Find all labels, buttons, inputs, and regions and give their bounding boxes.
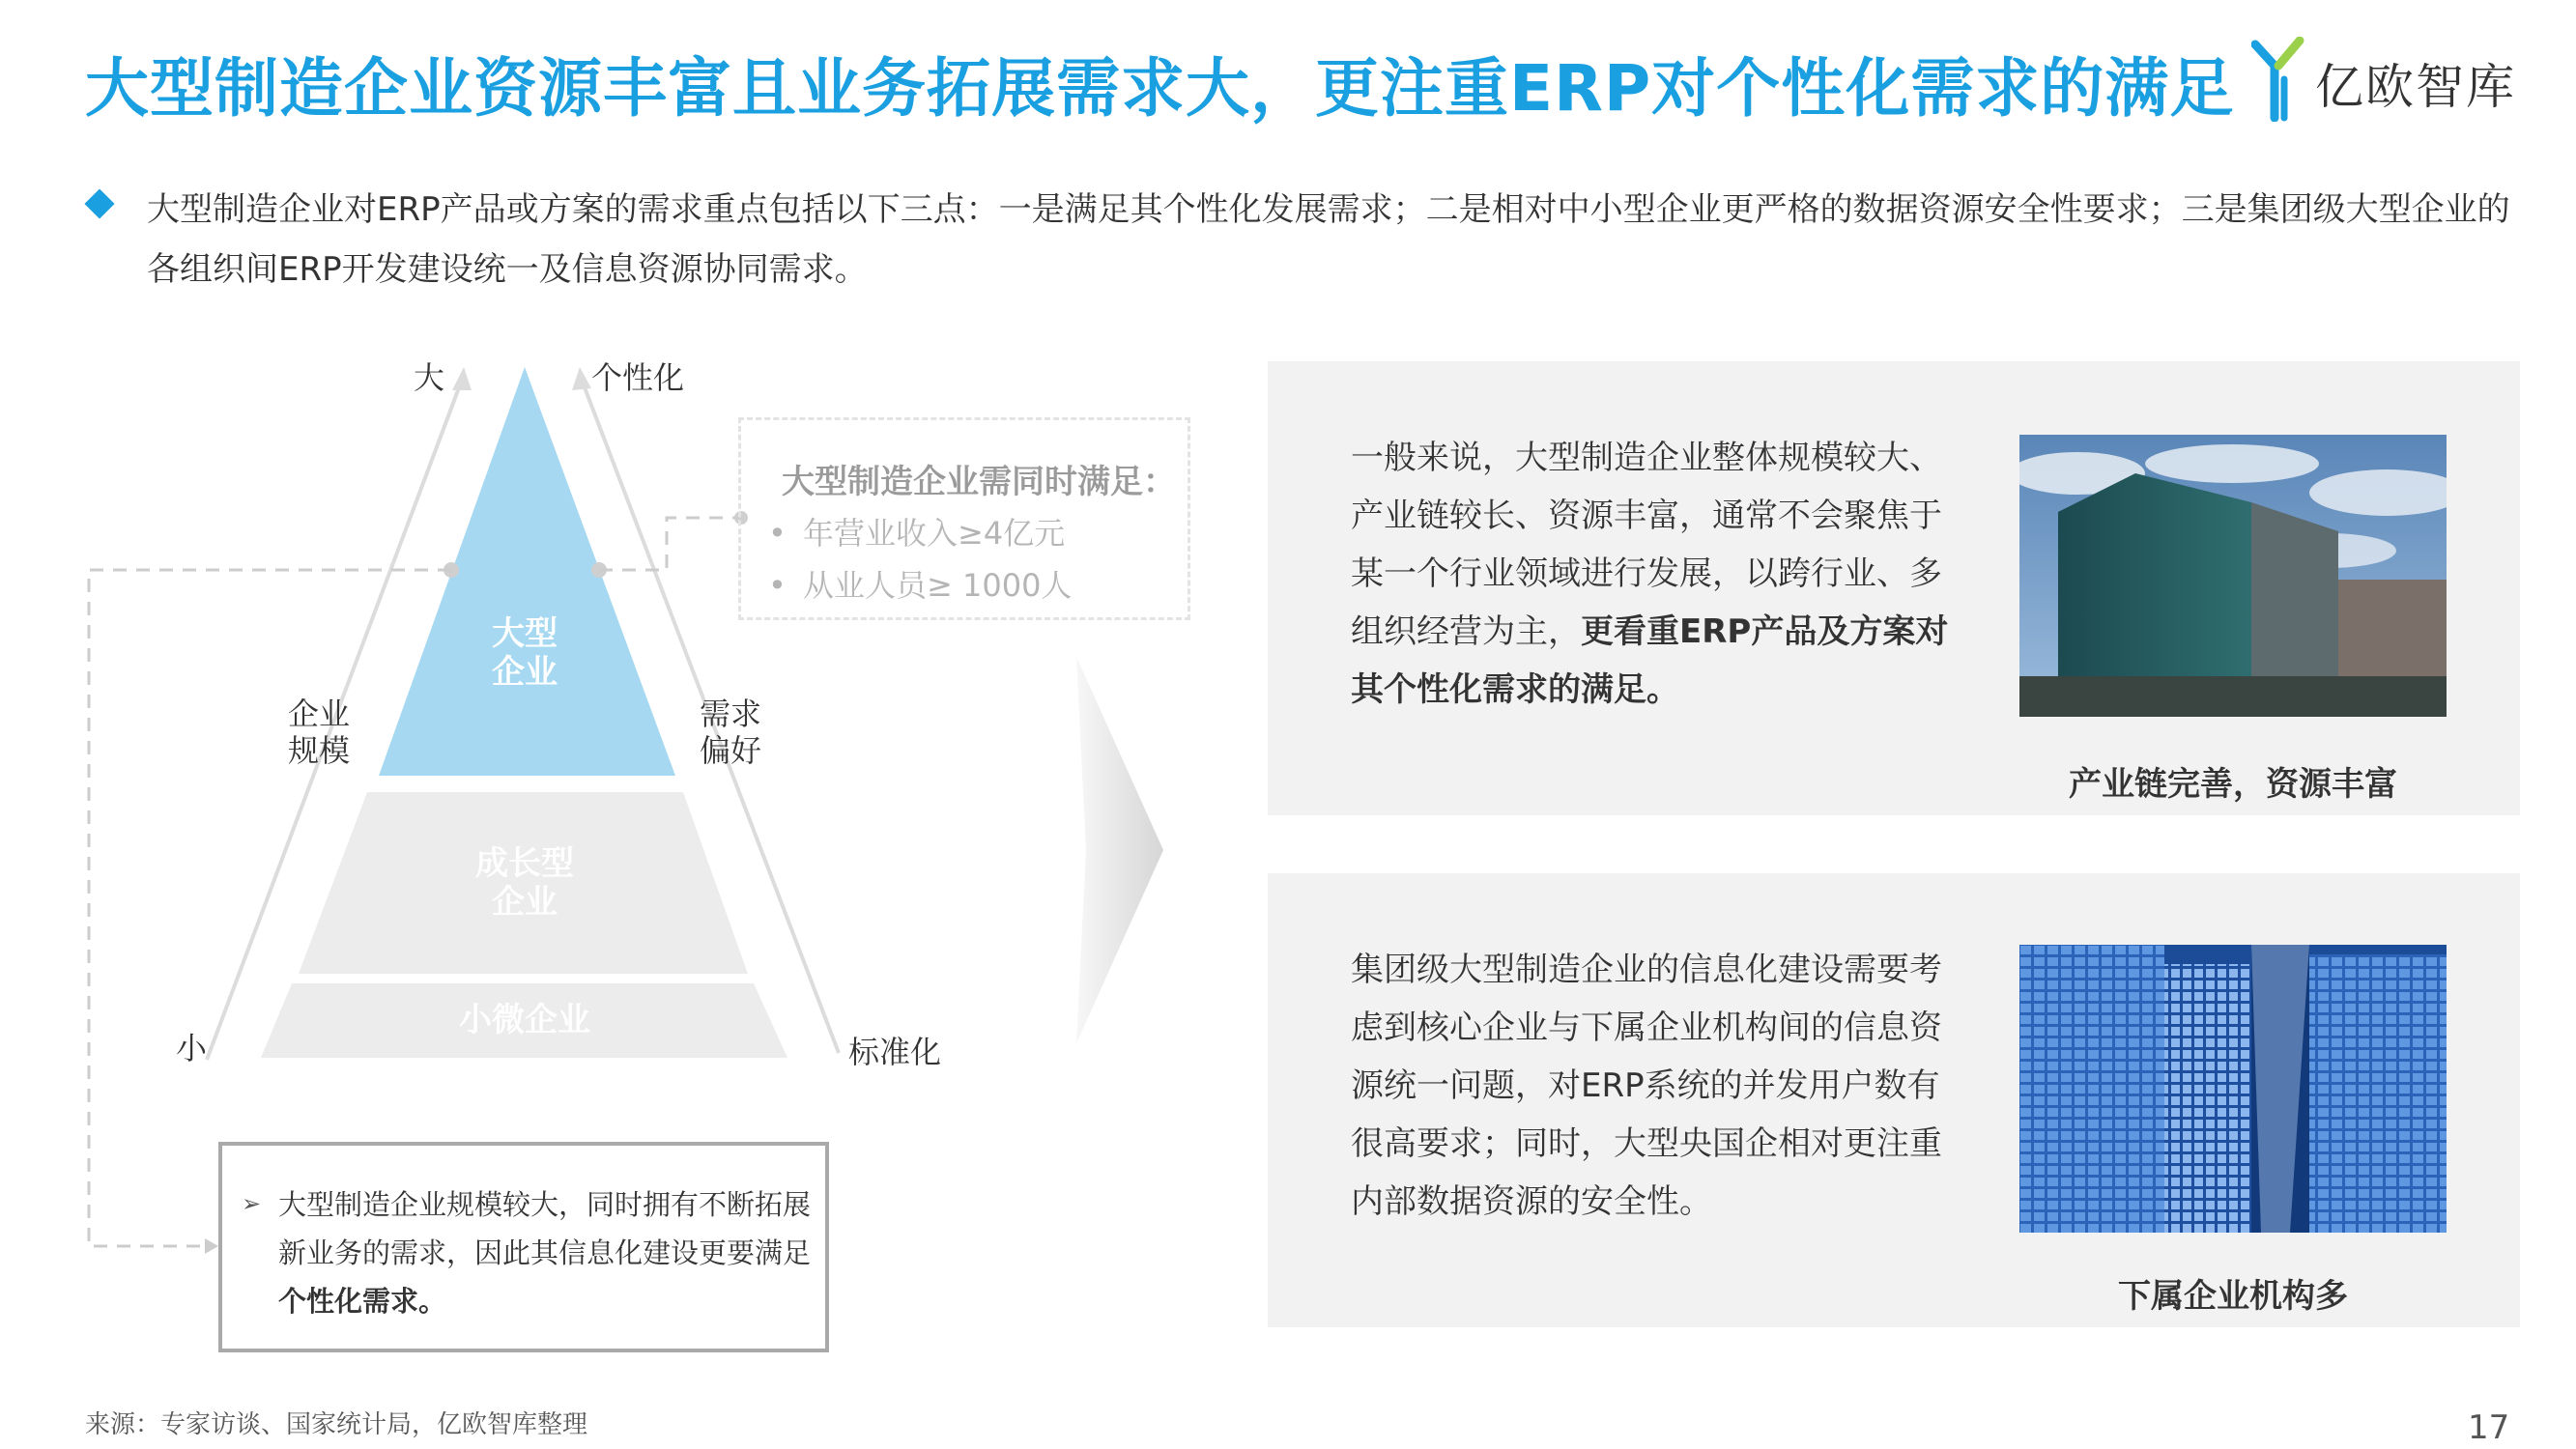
factory-building-photo <box>2019 435 2447 717</box>
note-box <box>218 1142 829 1352</box>
office-buildings-photo <box>2019 945 2447 1233</box>
panel-bold-text: 更看重ERP产品及方案对其个性化需求的满足。 <box>1351 612 1949 709</box>
info-panel-industry-chain <box>1268 361 2520 815</box>
axis-label-personalized: 个性化 <box>591 359 685 396</box>
criteria-box <box>738 417 1190 620</box>
bullet-diamond-icon <box>84 188 114 218</box>
connector-arrow-icon <box>205 1238 218 1254</box>
right-axis-arrow-icon <box>572 367 591 390</box>
source-note: 来源：专家访谈、国家统计局，亿欧智库整理 <box>85 1410 588 1439</box>
page-number: 17 <box>2468 1408 2510 1447</box>
intro-text: 大型制造企业对ERP产品或方案的需求重点包括以下三点：一是满足其个性化发展需求；二是相对中小型企业更严格的数据资源安全性要求；三是集团级大型企业的各组织间ERP开发建设统一及信息资源协同需求。 <box>147 190 2510 289</box>
axis-label-demand-preference: 需求 偏好 <box>700 696 762 769</box>
criteria-title: 大型制造企业需同时满足： <box>782 463 1176 501</box>
panel-caption: 下属企业机构多 <box>2118 1277 2348 1316</box>
pyramid-label-growth-enterprise: 成长型 企业 <box>475 844 574 922</box>
connector-dashed-to-criteria <box>599 518 741 570</box>
logo-text: 亿欧智库 <box>2315 59 2516 115</box>
axis-label-small: 小 <box>176 1030 208 1066</box>
axis-label-enterprise-scale: 企业 规模 <box>288 696 351 769</box>
logo <box>2251 37 2541 124</box>
panel-text: 一般来说，大型制造企业整体规模较大、产业链较长、资源丰富，通常不会聚焦于某一个行业领域进行发展，以跨行业、多组织经营为主，更看重ERP产品及方案对其个性化需求的满足。 <box>1351 439 1949 709</box>
logo-mark-icon <box>2251 37 2309 122</box>
arrow-right-icon: ➢ <box>242 1190 262 1217</box>
bullet-dot-icon: • <box>768 515 787 552</box>
note-bold-text: 个性化需求。 <box>278 1285 447 1318</box>
note-text: 大型制造企业规模较大，同时拥有不断拓展新业务的需求，因此其信息化建设更要满足个性化需求。 <box>278 1188 812 1318</box>
chevron-right-icon <box>1076 657 1163 1043</box>
page-title: 大型制造企业资源丰富且业务拓展需求大，更注重ERP对个性化需求的满足 <box>85 51 2235 126</box>
panel-text: 集团级大型制造企业的信息化建设需要考虑到核心企业与下属企业机构间的信息资源统一问题，对ERP系统的并发用户数有很高要求；同时，大型央国企相对更注重内部数据资源的安全性。 <box>1351 951 1942 1221</box>
bullet-dot-icon: • <box>768 567 787 604</box>
criteria-item: • 年营业收入≥4亿元 <box>768 515 1066 552</box>
panel-caption: 产业链完善，资源丰富 <box>2069 765 2397 804</box>
pyramid-label-large-enterprise: 大型 企业 <box>492 614 558 692</box>
info-panel-subsidiaries <box>1268 873 2520 1327</box>
axis-label-large: 大 <box>414 359 445 396</box>
axis-label-standardized: 标准化 <box>848 1034 942 1070</box>
pyramid-label-micro-enterprise: 小微企业 <box>459 1001 590 1039</box>
left-axis-arrow-icon <box>452 367 472 390</box>
criteria-item: • 从业人员≥ 1000人 <box>768 567 1073 604</box>
